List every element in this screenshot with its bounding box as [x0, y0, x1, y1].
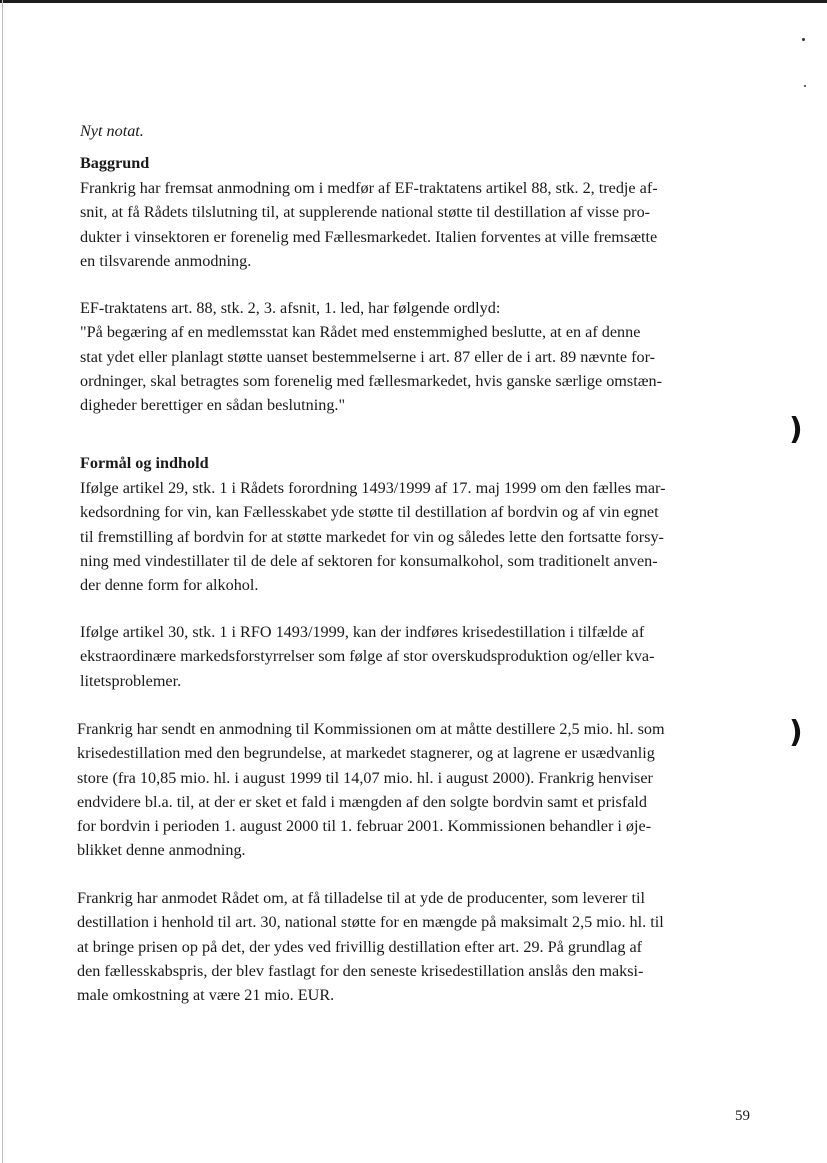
text-line: endvidere bl.a. til, at der er sket et fald i mængden af den solgte bordvin samt et prisfald: [77, 792, 647, 811]
text-line: snit, at få Rådets tilslutning til, at supplerende national støtte til destillation af visse pro-: [80, 203, 651, 222]
text-line: den fællesskabspris, der blev fastlagt for den seneste krisedestillation anslås den maksi-: [77, 961, 644, 980]
heading-baggrund: Baggrund: [80, 154, 150, 172]
heading-formaal-og-indhold: Formål og indhold: [80, 454, 209, 472]
text-line: ning med vindestillater til de dele af sektoren for konsumalkohol, som traditionelt anven-: [80, 551, 658, 570]
scan-top-edge: [0, 0, 827, 3]
text-line: kedsordning for vin, kan Fællesskabet yde støtte til destillation af bordvin og af vin egnet: [80, 503, 659, 522]
text-line: blikket denne anmodning.: [77, 841, 246, 860]
text-line: EF-traktatens art. 88, stk. 2, 3. afsnit, 1. led, har følgende ordlyd:: [80, 299, 501, 317]
scan-left-edge: [2, 0, 3, 1163]
binder-hole-mark-icon: ): [789, 715, 803, 750]
text-line: der denne form for alkohol.: [80, 576, 259, 595]
paragraph-formaal-1: [80, 476, 665, 597]
text-line: Frankrig har anmodet Rådet om, at få tilladelse til at yde de producenter, som leverer til: [77, 889, 645, 907]
text-line: for bordvin i perioden 1. august 2000 til 1. februar 2001. Kommissionen behandler i øje-: [77, 817, 652, 836]
paragraph-baggrund-2: [80, 296, 662, 417]
note-label: Nyt notat.: [80, 122, 144, 140]
scan-speck: [802, 38, 805, 41]
text-line: at bringe prisen op på det, der ydes ved frivillig destillation efter art. 29. På grundlag af: [77, 937, 643, 956]
paragraph-formaal-4: [77, 886, 664, 1007]
text-line: Frankrig har fremsat anmodning om i medfør af EF-traktatens artikel 88, stk. 2, tredje af-: [80, 179, 658, 197]
text-line: destillation i henhold til art. 30, national støtte for en mængde på maksimalt 2,5 mio. hl. til: [77, 913, 664, 932]
text-line: krisedestillation med den begrundelse, at markedet stagnerer, og at lagrene er usædvanlig: [77, 744, 655, 763]
text-line: "På begæring af en medlemsstat kan Rådet med enstemmighed beslutte, at en af denne: [80, 323, 641, 342]
scan-speck: [804, 85, 806, 87]
text-line: male omkostning at være 21 mio. EUR.: [77, 986, 335, 1005]
binder-hole-mark-icon: ): [789, 412, 803, 447]
text-line: digheder berettiger en sådan beslutning.": [80, 396, 346, 415]
text-line: ekstraordinære markedsforstyrrelser som følge af stor overskudsproduktion og/eller kva-: [80, 647, 655, 666]
text-line: Ifølge artikel 29, stk. 1 i Rådets forordning 1493/1999 af 17. maj 1999 om den fælles mar-: [80, 479, 666, 497]
text-line: ordninger, skal betragtes som forenelig med fællesmarkedet, hvis ganske særlige omstæn-: [80, 371, 662, 390]
page-number: 59: [735, 1108, 750, 1124]
paragraph-baggrund-1: [80, 176, 658, 273]
text-line: en tilsvarende anmodning.: [80, 251, 252, 270]
text-line: store (fra 10,85 mio. hl. i august 1999 til 14,07 mio. hl. i august 2000). Frankrig henviser: [77, 768, 653, 787]
paragraph-formaal-3: [77, 717, 665, 863]
text-line: stat ydet eller planlagt støtte uanset bestemmelserne i art. 87 eller de i art. 89 nævnte for-: [80, 347, 656, 366]
paragraph-formaal-2: [80, 620, 655, 693]
text-line: litetsproblemer.: [80, 671, 182, 690]
text-line: dukter i vinsektoren er forenelig med Fællesmarkedet. Italien forventes at ville fremsætte: [80, 227, 658, 246]
text-line: Frankrig har sendt en anmodning til Kommissionen om at måtte destillere 2,5 mio. hl. som: [77, 720, 665, 738]
text-line: til fremstilling af bordvin for at støtte markedet for vin og således lette den fortsatte forsy-: [80, 527, 664, 546]
text-line: Ifølge artikel 30, stk. 1 i RFO 1493/1999, kan der indføres krisedestillation i tilfælde af: [80, 623, 645, 641]
